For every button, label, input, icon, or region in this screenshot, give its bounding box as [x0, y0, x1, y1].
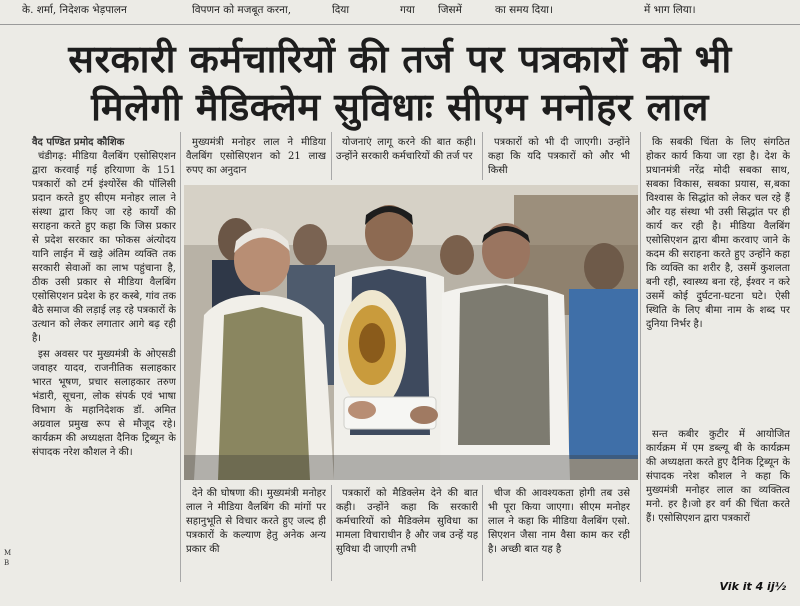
- column-1: [32, 150, 176, 580]
- strip-text-5: जिसमें: [438, 4, 462, 16]
- col5b-text: सन्त कबीर कुटीर में आयोजित कार्यक्रम में एम डब्ल्यू बी के कार्यक्रम की अध्यक्षता करते हुए दैनिक ट्रिब्यून के संपादक नरेश कौशल ने कहा कि मुख्यमंत्री मनोहर लाल का व्यक्तित्व मनो. हर है।जो हर वर्ग की चिंता करते हैं। एसोसिएशन द्वारा पत्रकारों: [646, 429, 790, 524]
- strip-text-7: में भाग लिया।: [644, 4, 696, 16]
- col2-bottom-text: देने की घोषणा की। मुख्यमंत्री मनोहर लाल ने मीडिया वैलबिंग की मांगों पर सहानुभूति से विचार करते हुए जल्द ही पत्रकारों के कल्याण हेतु अनेक अन्य प्रकार की: [186, 488, 326, 555]
- headline-line-2: मिलेगी मैडिक्लेम सुविधाः सीएम मनोहर लाल: [91, 85, 709, 129]
- signature: Vik it 4 ij½: [719, 580, 786, 593]
- column-rule: [640, 132, 641, 582]
- col1-paragraph-2: इस अवसर पर मुख्यमंत्री के ओएसडी जवाहर यादव, राजनीतिक सलाहकार भारत भूषण, प्रचार सलाहकार तरुण भंडारी, सूचना, लोक संपर्क एवं भाषा विभाग के महानिदेशक डॉ. अमित अग्रवाल प्रमुख रूप से मौजूद रहे। कार्यक्रम की अध्यक्षता दैनिक ट्रिब्यून के संपादक नरेश कौशल ने की।: [32, 349, 176, 458]
- column-rule: [331, 132, 332, 180]
- event-photo: [184, 185, 638, 480]
- column-4-bottom: [488, 487, 630, 577]
- headline-line-1: सरकारी कर्मचारियों की तर्ज पर पत्रकारों को भी: [68, 37, 732, 81]
- strip-text-6: का समय दिया।: [495, 4, 554, 16]
- col2-top-text: मुख्यमंत्री मनोहर लाल ने मीडिया वैलबिंग एसोसिएशन को 21 लाख रुपए का अनुदान: [186, 137, 326, 176]
- col4-bottom-text: चीज की आवश्यकता होगी तब उसे भी पूरा किया जाएगा। सीएम मनोहर लाल ने कहा कि मीडिया वैलबिंग एसो. सिएशन जैसा नाम वैसा काम कर रही है। अच्छी बात यह है: [488, 488, 630, 555]
- column-2-top: [186, 136, 326, 180]
- byline: वैद पण्डित प्रमोद कौशिक: [32, 137, 125, 148]
- column-4-top: [488, 136, 630, 180]
- page-mark-m: M: [4, 549, 12, 557]
- col3-bottom-text: पत्रकारों को मैडिक्लेम देने की बात कही। उन्होंने कहा कि सरकारी कर्मचारियों को मैडिक्लेम सुविधा का मामला विचाराधीन है और जब उन्हें यह सुविधा दी जाएगी तभी: [336, 488, 478, 555]
- column-2-bottom: [186, 487, 326, 577]
- photo-illustration: [184, 185, 638, 480]
- column-rule: [180, 132, 181, 582]
- page-mark-b: B: [4, 559, 10, 567]
- strip-text-4: गया: [400, 4, 415, 16]
- col5-text: कि सबकी चिंता के लिए संगठित होकर कार्य किया जा रहा है। देश के प्रधानमंत्री नरेंद्र मोदी सबका साथ, सबका विकास, सबका प्रयास, स,बका विश्वास के सिद्धांत को लेकर चल रहे हैं और यह संस्था भी उसी सिद्धांत पर ही कार्य कर रही है। मीडिया वैलबिंग एसोसिएशन द्वारा बीमा करवाए जाने के कदम की सराहना करते हुए उन्होंने कहा कि व्यक्ति का शरीर है, उसमें कुशलता बनी रही, स्वास्थ्य बना रहे, ईश्वर न करे उसमें कोई दुर्घटना-घटना घटे। ऐसी स्थिति के लिए बीमा नाम के शब्द पर दुनिया निर्भर है।: [646, 137, 790, 330]
- page-mark: [4, 548, 11, 568]
- col3-top-text: योजनाएं लागू करने की बात कही। उन्होंने सरकारी कर्मचारियों की तर्ज पर: [336, 137, 476, 162]
- column-3-bottom: [336, 487, 478, 577]
- previous-article-strip: [0, 0, 800, 25]
- col4-top-text: पत्रकारों को भी दी जाएगी। उन्होंने कहा कि यदि पत्रकारों को और भी किसी: [488, 137, 630, 176]
- strip-text-1: के. शर्मा, निदेशक भेड़पालन: [22, 4, 127, 16]
- column-rule: [482, 132, 483, 180]
- strip-text-2: विपणन को मजबूत करना,: [192, 4, 292, 16]
- column-rule: [482, 485, 483, 581]
- column-5-bottom: [646, 428, 790, 574]
- column-3-top: [336, 136, 476, 180]
- strip-text-3: दिया: [332, 4, 350, 16]
- column-rule: [331, 485, 332, 581]
- col1-paragraph-1: चंडीगढ़: मीडिया वैलबिंग एसोसिएशन द्वारा करवाई गई हरियाणा के 151 पत्रकारों को टर्म इंश्योरेंस की पॉलिसी प्रदान करते हुए सीएम मनोहर लाल ने संस्था द्वारा किए जा रहे कार्यों की सराहना करते हुए कहा कि जिस प्रकार से प्रदेश सरकार का फोकस अंत्योदय यानि लाईन में खड़े अंतिम व्यक्ति तक सरकारी सेवाओं का लाभ पहुंचाना है, ठीक उसी प्रकार से मीडिया वैलबिंग एसोसिएशन प्रदेश के हर कस्बे, गांव तक बैठे समाज की लड़ाई लड़ रहे पत्रकारों के उत्थान को लेकर लगातार आगे बढ़ रही है।: [32, 151, 176, 344]
- column-5: [646, 136, 790, 426]
